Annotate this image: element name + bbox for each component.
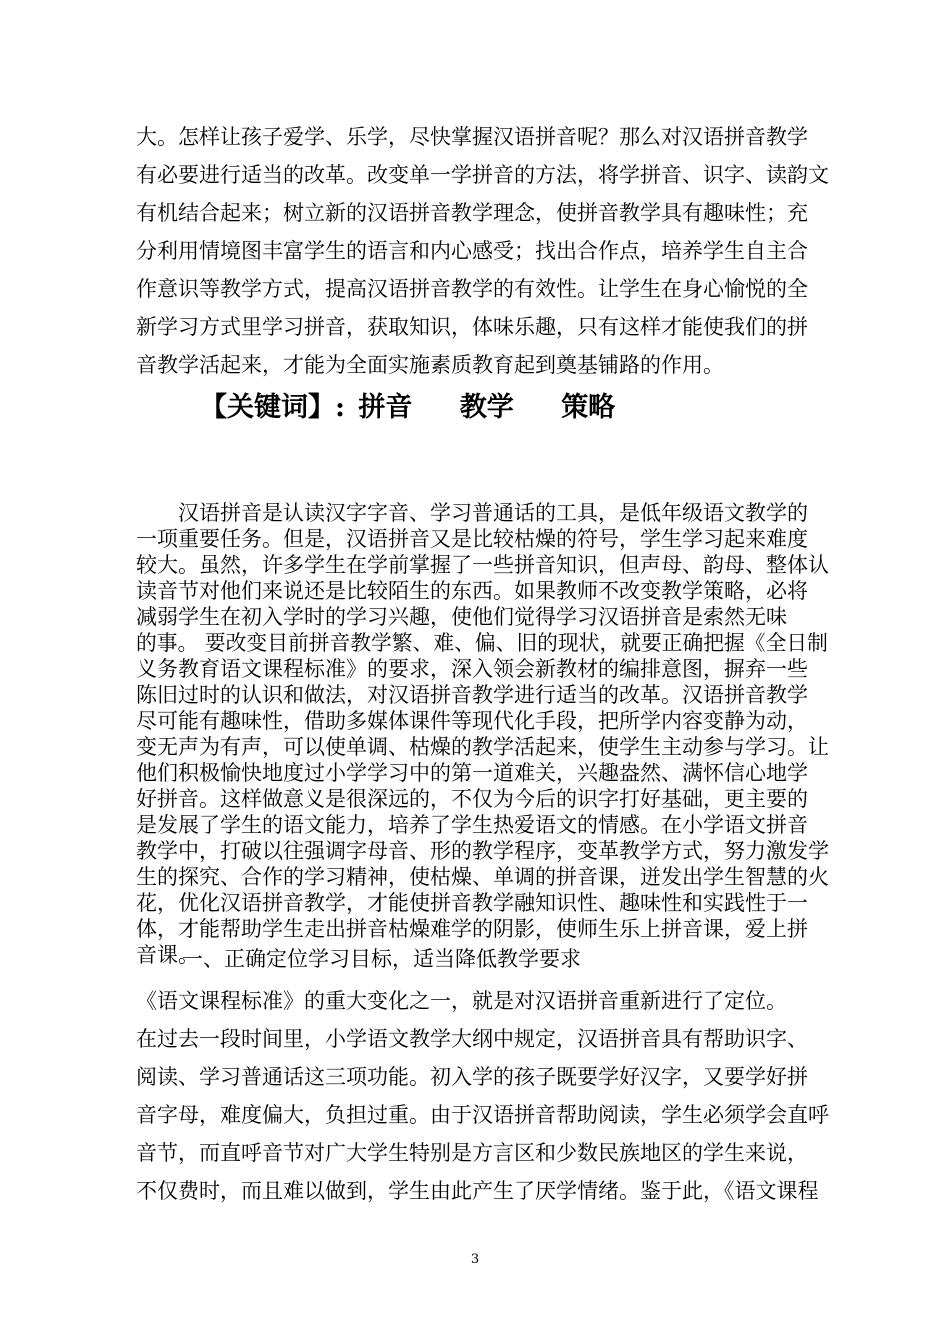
body-line: 的事。 要改变目前拼音教学繁、难、偏、旧的现状，就要正确把握《全日制 xyxy=(136,631,828,655)
body-line: 在过去一段时间里，小学语文教学大纲中规定，汉语拼音具有帮助识字、 xyxy=(136,1027,808,1051)
keyword-item: 拼音 xyxy=(358,392,413,423)
body-line: 减弱学生在初入学时的学习兴趣，使他们觉得学习汉语拼音是索然无味 xyxy=(136,605,787,629)
body-line: 一项重要任务。但是，汉语拼音又是比较枯燥的符号，学生学习起来难度 xyxy=(136,527,808,551)
body-line: 陈旧过时的认识和做法，对汉语拼音教学进行适当的改革。汉语拼音教学 xyxy=(136,683,808,707)
body-line: 义务教育语文课程标准》的要求，深入领会新教材的编排意图，摒弃一些 xyxy=(136,657,808,681)
abstract-line: 作意识等教学方式，提高汉语拼音教学的有效性。让学生在身心愉悦的全 xyxy=(136,277,808,301)
body-line: 体，才能帮助学生走出拼音枯燥难学的阴影，使师生乐上拼音课，爱上拼 xyxy=(136,917,808,941)
body-line: 不仅费时，而且难以做到，学生由此产生了厌学情绪。鉴于此，《语文课程 xyxy=(136,1179,819,1203)
body-line: 音节，而直呼音节对广大学生特别是方言区和少数民族地区的学生来说， xyxy=(136,1141,808,1165)
abstract-line: 有必要进行适当的改革。改变单一学拼音的方法，将学拼音、识字、读韵文 xyxy=(136,163,829,187)
body-line: 汉语拼音是认读汉字字音、学习普通话的工具，是低年级语文教学的 xyxy=(136,501,808,525)
body-line: 是发展了学生的语文能力，培养了学生热爱语文的情感。在小学语文拼音 xyxy=(136,813,808,837)
abstract-paragraph xyxy=(136,118,832,384)
intro-paragraph xyxy=(136,500,832,968)
body-line: 变无声为有声，可以使单调、枯燥的教学活起来，使学生主动参与学习。让 xyxy=(136,735,829,759)
body-line: 他们积极愉快地度过小学学习中的第一道难关，兴趣盎然、满怀信心地学 xyxy=(136,761,808,785)
body-line: 音字母，难度偏大，负担过重。由于汉语拼音帮助阅读，学生必须学会直呼 xyxy=(136,1103,829,1127)
body-line: 生的探究、合作的学习精神，使枯燥、单调的拼音课，迸发出学生智慧的火 xyxy=(136,865,829,889)
abstract-line: 音教学活起来，才能为全面实施素质教育起到奠基铺路的作用。 xyxy=(136,353,724,377)
body-line: 花，优化汉语拼音教学，才能使拼音教学融知识性、趣味性和实践性于一 xyxy=(136,891,808,915)
abstract-line: 新学习方式里学习拼音，获取知识，体味乐趣，只有这样才能使我们的拼 xyxy=(136,315,808,339)
body-line: 读音节对他们来说还是比较陌生的东西。如果教师不改变教学策略，必将 xyxy=(136,579,808,603)
body-line: 音课。 xyxy=(136,943,199,967)
abstract-line: 大。怎样让孩子爱学、乐学，尽快掌握汉语拼音呢？那么对汉语拼音教学 xyxy=(136,125,808,149)
keywords-line xyxy=(200,388,653,428)
body-line: 较大。虽然，许多学生在学前掌握了一些拼音知识，但声母、韵母、整体认 xyxy=(136,553,829,577)
abstract-line: 分利用情境图丰富学生的语言和内心感受；找出合作点，培养学生自主合 xyxy=(136,239,808,263)
body-line: 阅读、学习普通话这三项功能。初入学的孩子既要学好汉字，又要学好拼 xyxy=(136,1065,808,1089)
body-line: 《语文课程标准》的重大变化之一，就是对汉语拼音重新进行了定位。 xyxy=(136,989,787,1013)
section-heading: 一、正确定位学习目标，适当降低教学要求 xyxy=(182,947,581,971)
keywords-label: 【关键词】: xyxy=(200,392,345,423)
body-line: 教学中，打破以往强调字母音、形的教学程序，变革教学方式，努力激发学 xyxy=(136,839,829,863)
body-line: 尽可能有趣味性，借助多媒体课件等现代化手段，把所学内容变静为动， xyxy=(136,709,808,733)
keyword-item: 教学 xyxy=(459,392,514,423)
body-line: 好拼音。这样做意义是很深远的，不仅为今后的识字打好基础，更主要的 xyxy=(136,787,808,811)
page-number: 3 xyxy=(470,1252,480,1267)
section-paragraph xyxy=(136,982,832,1210)
keyword-item: 策略 xyxy=(561,392,616,423)
abstract-line: 有机结合起来；树立新的汉语拼音教学理念，使拼音教学具有趣味性；充 xyxy=(136,201,808,225)
